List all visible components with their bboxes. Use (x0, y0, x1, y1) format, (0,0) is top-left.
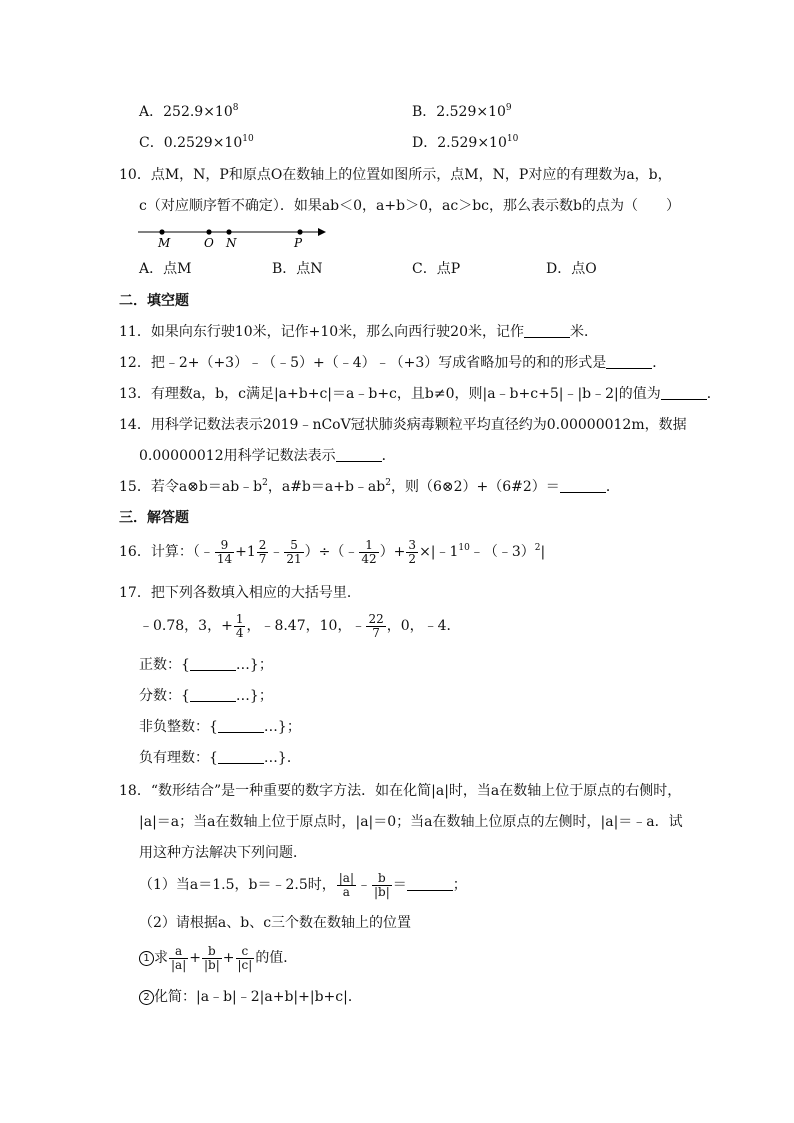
fraction (337, 872, 356, 899)
q15-suffix: ． (605, 479, 620, 495)
fraction (215, 539, 234, 566)
row-label: 非负整数：{ (139, 719, 218, 735)
option-exponent: 10 (506, 134, 519, 144)
q18-sub1: 1 求 $\frac{a}{|a|}$ + $\frac{b}{|b|}$ + $\frac{c}{|c|}$ 的值． (139, 941, 297, 975)
q10-option-d: D．点O (546, 261, 597, 277)
answer-blank[interactable] (190, 657, 236, 671)
q10-text: M，N，P和原点O在数轴上的位置如图所示，点M，N，P对应的有理数为a，b， (164, 167, 672, 183)
q10-line1 (119, 166, 672, 184)
option-value: 2.529×10 (437, 135, 507, 151)
fraction (366, 613, 385, 640)
sub2-text: 化简：|a﹣b|﹣2|a+b|+|b+c|． (154, 989, 362, 1005)
numerator: 3 (408, 537, 417, 552)
q16-op: ）÷（﹣ (304, 544, 359, 560)
q15-exp2: 2 (385, 478, 391, 488)
option-letter: C． (139, 135, 164, 151)
q17-row-positive (139, 656, 273, 674)
section-solutions: 三．解答题 (119, 510, 189, 526)
q10-line2: c（对应顺序暂不确定）．如果ab＜0，a+b＞0，ac＞bc，那么表示数b的点为（ ） (139, 198, 680, 214)
q15-exp1: 2 (262, 478, 268, 488)
numerator: b (202, 945, 222, 959)
numerator: c (236, 945, 255, 959)
q15-part3: ，则（6⊗2）+（6#2）＝ (390, 479, 560, 495)
q16-op: ﹣（﹣3） (469, 544, 535, 560)
answer-blank[interactable] (218, 719, 264, 733)
q16-op: ﹣ (269, 544, 284, 560)
q14-line1: 14．用科学记数法表示2019﹣nCoV冠状肺炎病毒颗粒平均直径约为0.00000012m，数据 (119, 417, 687, 433)
q11-suffix: 米． (570, 324, 598, 340)
denominator: 2 (408, 551, 417, 566)
q9-option-b (412, 103, 512, 121)
q17-row-fraction (139, 687, 273, 705)
q18-part2: （2）请根据a、b、c三个数在数轴上的位置 (139, 915, 412, 931)
q13 (119, 385, 721, 403)
fraction (202, 945, 222, 972)
q16-op: +1 (235, 544, 256, 560)
q18-sub2 (139, 988, 362, 1006)
numerator: 2 (258, 537, 267, 552)
q18-part1: （1）当a＝1.5，b＝﹣2.5时， $\frac{|a|}{a}$ ﹣ $\frac{b}{|b|}$ ＝ ； (139, 870, 467, 899)
fraction (406, 539, 418, 566)
denominator: 7 (372, 625, 380, 640)
q16-exp: 2 (534, 543, 541, 553)
q16 (119, 537, 545, 567)
option-value: 0.2529×10 (163, 135, 243, 151)
part1-label: （1）当a＝1.5，b＝﹣2.5时， (139, 877, 336, 893)
part1-end: ； (452, 877, 467, 893)
row-end: …}； (235, 657, 273, 673)
denominator: 7 (258, 551, 267, 566)
number-line-arrow-icon (318, 228, 326, 236)
denominator: a (342, 884, 350, 899)
number-line-figure (134, 222, 334, 252)
q14-line2 (139, 447, 396, 465)
q13-text: 13．有理数a，b，c满足|a+b+c|＝a﹣b+c，且b≠0，则|a﹣b+c+5|﹣|b﹣2|的值为 (119, 386, 661, 402)
q17-row-neg-rational (139, 749, 301, 767)
answer-blank[interactable] (190, 688, 236, 702)
option-letter: B． (412, 104, 437, 120)
point-o (206, 229, 211, 234)
q16-op: ×|﹣1 (419, 544, 459, 560)
q10-number: 10．点 (119, 167, 165, 183)
answer-blank[interactable] (560, 479, 606, 493)
denominator: |a| (171, 957, 187, 972)
option-letter: A． (139, 104, 164, 120)
label-o: O (204, 236, 214, 250)
answer-blank[interactable] (336, 448, 382, 462)
fraction (284, 539, 303, 566)
point-m (159, 229, 164, 234)
answer-blank[interactable] (407, 877, 453, 891)
denominator: 14 (216, 551, 233, 566)
q17-numbers-part: ﹣0.78，3，+ (139, 618, 233, 634)
numerator: a (169, 945, 188, 959)
q12 (119, 354, 666, 372)
sub1-label: 求 (154, 950, 168, 966)
option-letter: D． (412, 135, 438, 151)
q14-text: 0.00000012用科学记数法表示 (139, 448, 336, 464)
q11 (119, 323, 598, 341)
row-label: 负有理数：{ (139, 750, 218, 766)
numerator: 5 (284, 539, 303, 553)
denominator: 4 (235, 625, 244, 640)
q16-exp: 10 (458, 543, 470, 553)
option-exponent: 10 (242, 134, 254, 144)
row-label: 正数：{ (139, 657, 190, 673)
q16-label: 16．计算：（﹣ (119, 544, 214, 560)
answer-blank[interactable] (606, 355, 652, 369)
denominator: 21 (286, 551, 302, 566)
numerator: 1 (359, 539, 378, 553)
q17-numbers-part: ，0，﹣4． (386, 618, 461, 634)
q17-title: 17．把下列各数填入相应的大括号里． (119, 585, 361, 601)
row-end: …}； (235, 688, 273, 704)
q18-line3: 用这种方法解决下列问题． (139, 845, 307, 861)
q18-line1: 18．“数形结合”是一种重要的数字方法．如在化简|a|时，当a在数轴上位于原点的右侧时， (119, 783, 682, 799)
q15 (119, 478, 620, 496)
fraction (359, 539, 378, 566)
numerator: 1 (235, 611, 244, 626)
fraction (257, 539, 269, 566)
fraction (169, 945, 188, 972)
fraction (236, 945, 255, 972)
q17-row-nonneg-int (139, 718, 301, 736)
label-n: N (226, 236, 237, 250)
q17-numbers-part: ，﹣8.47，10，﹣ (246, 618, 366, 634)
q10-option-c: C．点P (412, 261, 461, 277)
q13-suffix: ． (706, 386, 721, 402)
point-n (226, 229, 231, 234)
point-p (297, 229, 302, 234)
row-label: 分数：{ (139, 688, 190, 704)
q9-option-d (412, 134, 518, 152)
answer-blank[interactable] (218, 750, 264, 764)
answer-blank[interactable] (661, 386, 707, 400)
circled-number-1: 1 (139, 951, 154, 966)
section-fill-in: 二．填空题 (119, 293, 189, 309)
denominator: 42 (361, 551, 377, 566)
label-m: M (158, 236, 171, 250)
row-end: …}； (263, 719, 301, 735)
sub1-end: 的值． (255, 950, 298, 966)
q10-option-a: A．点M (139, 261, 192, 277)
q14-suffix: ． (381, 448, 396, 464)
q15-part2: ，a#b＝a+b﹣ab (267, 479, 386, 495)
numerator: 9 (215, 539, 234, 553)
q17-numbers (139, 611, 461, 641)
numerator: |a| (338, 870, 354, 885)
q15-part1: 15．若令a⊗b＝ab﹣b (119, 479, 263, 495)
numerator: b (372, 872, 392, 886)
denominator: |b| (374, 884, 390, 899)
circled-number-2: 2 (139, 990, 154, 1005)
row-end: …}． (263, 750, 301, 766)
label-p: P (294, 236, 303, 250)
q12-suffix: ． (652, 355, 667, 371)
q9-option-a (139, 103, 238, 121)
fraction (234, 613, 246, 640)
denominator: |b| (203, 957, 220, 972)
option-value: 2.529×10 (436, 104, 506, 120)
option-exponent: 8 (232, 103, 239, 113)
equals-sign: ＝ (392, 877, 407, 893)
option-value: 252.9×10 (163, 104, 233, 120)
q10-option-b: B．点N (272, 261, 323, 277)
q16-op: ）+ (379, 544, 406, 560)
q9-option-c (139, 134, 254, 152)
q16-op: | (540, 544, 546, 560)
numerator: 22 (368, 611, 384, 626)
q12-text: 12．把﹣2+（+3）﹣（﹣5）+（﹣4）﹣（+3）写成省略加号的和的形式是 (119, 355, 607, 371)
fraction (372, 872, 392, 899)
q11-text: 11．如果向东行驶10米，记作+10米，那么向西行驶20米，记作 (119, 324, 524, 340)
option-exponent: 9 (505, 103, 512, 113)
q18-line2: |a|＝a；当a在数轴上位于原点时，|a|＝0；当a在数轴上位原点的左侧时，|a|＝﹣a．试 (139, 814, 683, 830)
denominator: |c| (237, 957, 253, 972)
answer-blank[interactable] (524, 324, 570, 338)
